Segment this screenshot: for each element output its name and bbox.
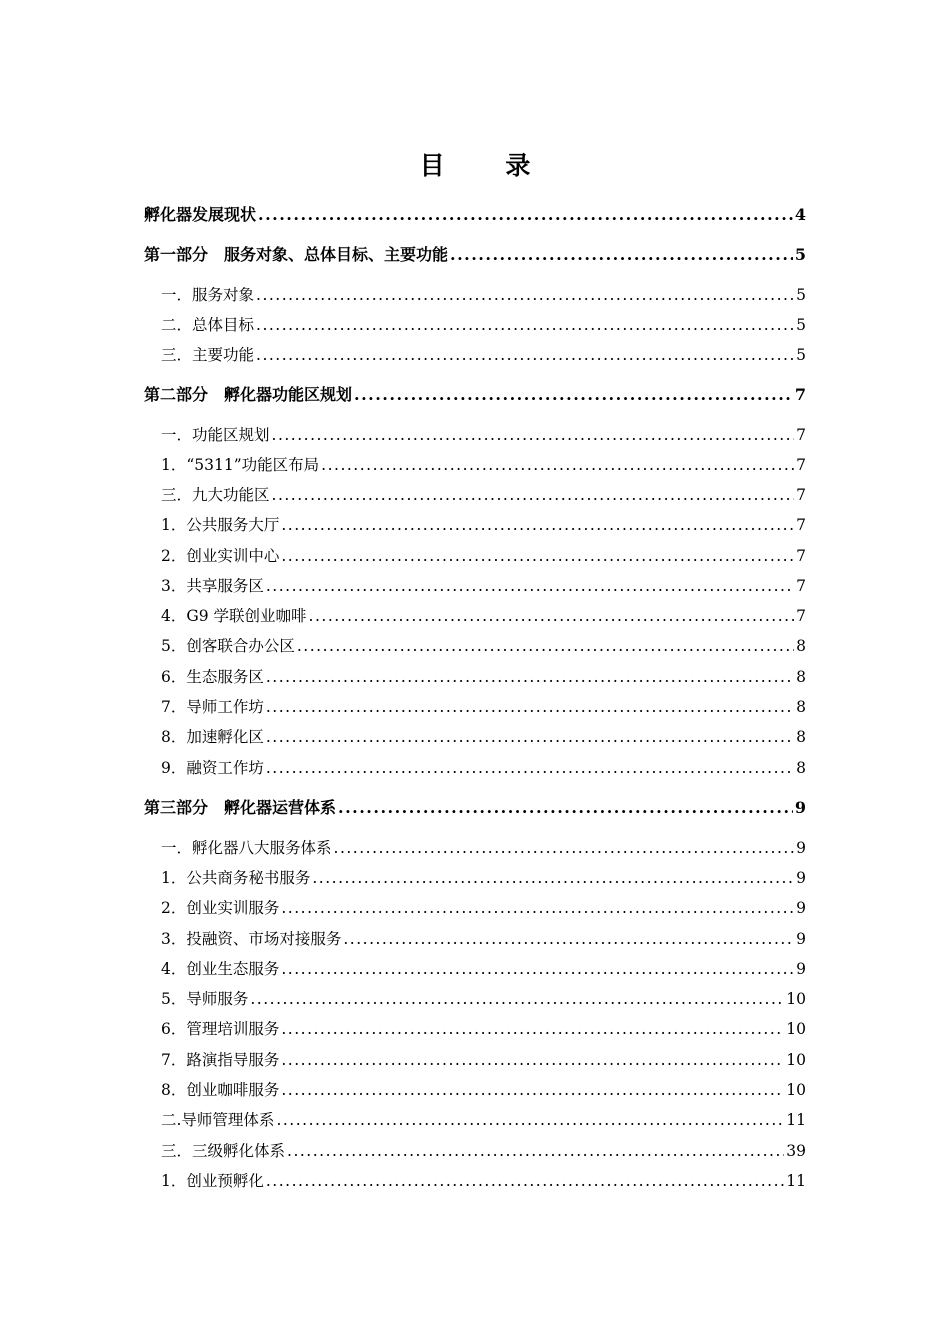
toc-entry-page-number: 8 [796, 728, 806, 746]
toc-entry-page-number: 7 [796, 607, 806, 625]
toc-dot-leader [256, 343, 794, 367]
toc-entry-label: 1．“5311”功能区布局 [161, 456, 320, 474]
toc-entry-page-number: 7 [794, 385, 806, 404]
toc-entry-page-number: 4 [794, 205, 806, 224]
toc-entry-label: 孵化器发展现状 [144, 205, 257, 224]
toc-entry-label: 第三部分 孵化器运营体系 [144, 798, 337, 817]
toc-entry-label: 一．服务对象 [161, 286, 255, 304]
toc-title: 目 录 [419, 151, 557, 180]
toc-entry[interactable] [161, 313, 806, 337]
toc-entry[interactable] [161, 725, 806, 749]
toc-entry-label: 三．主要功能 [161, 346, 255, 364]
toc-dot-leader [250, 987, 784, 1011]
toc-dot-leader [256, 283, 794, 307]
toc-dot-leader [297, 634, 794, 658]
toc-entry-label: 5．导师服务 [161, 990, 249, 1008]
toc-entry-label: 9．融资工作坊 [161, 759, 264, 777]
toc-entry-page-number: 7 [796, 456, 806, 474]
toc-dot-leader [281, 896, 794, 920]
toc-entry-page-number: 9 [796, 839, 806, 857]
toc-entry[interactable] [161, 423, 806, 447]
toc-entry-page-number: 8 [796, 637, 806, 655]
toc-dot-leader [281, 544, 794, 568]
toc-dot-leader [321, 453, 794, 477]
toc-dot-leader [334, 836, 795, 860]
toc-entry[interactable] [161, 1139, 806, 1163]
toc-entry-page-number: 7 [796, 547, 806, 565]
toc-dot-leader [266, 574, 794, 598]
toc-entry-label: 3．共享服务区 [161, 577, 264, 595]
toc-dot-leader [281, 513, 794, 537]
toc-entry[interactable] [161, 283, 806, 307]
toc-entry-page-number: 11 [786, 1111, 806, 1129]
toc-entry[interactable] [161, 453, 806, 477]
toc-entry[interactable] [144, 203, 806, 227]
toc-dot-leader [266, 695, 794, 719]
toc-entry-page-number: 10 [786, 1020, 806, 1038]
toc-dot-leader [309, 604, 795, 628]
toc-entry[interactable] [161, 574, 806, 598]
toc-entry[interactable] [161, 836, 806, 860]
toc-entry-page-number: 9 [796, 960, 806, 978]
toc-entry-label: 1．公共服务大厅 [161, 516, 280, 534]
toc-entry-page-number: 9 [796, 930, 806, 948]
toc-entry[interactable] [161, 1108, 806, 1132]
toc-dot-leader [338, 796, 793, 820]
toc-entry-page-number: 10 [786, 1051, 806, 1069]
toc-entry[interactable] [161, 957, 806, 981]
toc-entry-page-number: 11 [786, 1172, 806, 1190]
toc-entry-label: 6．管理培训服务 [161, 1020, 280, 1038]
toc-dot-leader [266, 725, 794, 749]
toc-entry[interactable] [161, 927, 806, 951]
toc-dot-leader [354, 383, 793, 407]
toc-entry-label: 7．路演指导服务 [161, 1051, 280, 1069]
toc-entry[interactable] [144, 243, 806, 267]
toc-entry-page-number: 5 [796, 286, 806, 304]
toc-entry-label: 4．创业生态服务 [161, 960, 280, 978]
toc-entry-label: 第二部分 孵化器功能区规划 [144, 385, 353, 404]
toc-dot-leader [266, 756, 794, 780]
toc-entry-page-number: 10 [786, 1081, 806, 1099]
toc-entry[interactable] [161, 1169, 806, 1193]
toc-entry[interactable] [161, 634, 806, 658]
toc-entry-label: 5．创客联合办公区 [161, 637, 295, 655]
toc-entry-label: 一．功能区规划 [161, 426, 270, 444]
toc-entry-page-number: 9 [796, 899, 806, 917]
toc-entry-label: 三．九大功能区 [161, 486, 270, 504]
toc-entry-label: 8．创业咖啡服务 [161, 1081, 280, 1099]
toc-entry[interactable] [161, 756, 806, 780]
toc-entry-page-number: 10 [786, 990, 806, 1008]
toc-entry-page-number: 8 [796, 759, 806, 777]
toc-dot-leader [450, 243, 793, 267]
toc-entry-label: 三．三级孵化体系 [161, 1142, 286, 1160]
toc-entry[interactable] [161, 866, 806, 890]
toc-entry-page-number: 9 [794, 798, 806, 817]
toc-entry-label: 1．创业预孵化 [161, 1172, 264, 1190]
toc-dot-leader [276, 1108, 784, 1132]
toc-entry-label: 二．总体目标 [161, 316, 255, 334]
toc-entry[interactable] [161, 695, 806, 719]
toc-dot-leader [312, 866, 794, 890]
toc-entry-label: 1．公共商务秘书服务 [161, 869, 311, 887]
toc-dot-leader [281, 957, 794, 981]
toc-entry-page-number: 39 [786, 1142, 806, 1160]
toc-entry-label: 4．G9 学联创业咖啡 [161, 607, 307, 625]
toc-entry[interactable] [161, 1017, 806, 1041]
toc-entry[interactable] [144, 796, 806, 820]
toc-dot-leader [281, 1017, 784, 1041]
toc-dot-leader [256, 313, 794, 337]
toc-entry[interactable] [161, 343, 806, 367]
toc-entry[interactable] [144, 383, 806, 407]
toc-entry-page-number: 8 [796, 698, 806, 716]
toc-entry[interactable] [161, 544, 806, 568]
toc-entry-label: 2．创业实训中心 [161, 547, 280, 565]
toc-entry-page-number: 7 [796, 486, 806, 504]
toc-dot-leader [266, 1169, 784, 1193]
toc-entry-page-number: 5 [794, 245, 806, 264]
toc-dot-leader [272, 483, 795, 507]
toc-entry[interactable] [161, 1048, 806, 1072]
toc-entry-label: 7．导师工作坊 [161, 698, 264, 716]
toc-entry-page-number: 5 [796, 346, 806, 364]
toc-entry[interactable] [161, 665, 806, 689]
toc-entry-label: 二.导师管理体系 [161, 1111, 275, 1129]
toc-entry-label: 8．加速孵化区 [161, 728, 264, 746]
toc-entry[interactable] [161, 1078, 806, 1102]
toc-entry-page-number: 7 [796, 577, 806, 595]
toc-entry-page-number: 7 [796, 516, 806, 534]
toc-dot-leader [287, 1139, 784, 1163]
toc-entry-page-number: 8 [796, 668, 806, 686]
toc-entry[interactable] [161, 483, 806, 507]
toc-entry[interactable] [161, 513, 806, 537]
toc-entry[interactable] [161, 604, 806, 628]
toc-dot-leader [281, 1078, 784, 1102]
toc-dot-leader [266, 665, 794, 689]
toc-entry[interactable] [161, 896, 806, 920]
toc-entry-label: 第一部分 服务对象、总体目标、主要功能 [144, 245, 449, 264]
toc-entry-label: 3．投融资、市场对接服务 [161, 930, 342, 948]
toc-dot-leader [272, 423, 795, 447]
toc-entry-label: 一．孵化器八大服务体系 [161, 839, 332, 857]
toc-dot-leader [343, 927, 794, 951]
toc-entry-page-number: 7 [796, 426, 806, 444]
toc-entry-label: 2．创业实训服务 [161, 899, 280, 917]
toc-entry-label: 6．生态服务区 [161, 668, 264, 686]
toc-entry-page-number: 9 [796, 869, 806, 887]
toc-dot-leader [281, 1048, 784, 1072]
toc-entry-page-number: 5 [796, 316, 806, 334]
toc-entry[interactable] [161, 987, 806, 1011]
toc-dot-leader [258, 203, 793, 227]
